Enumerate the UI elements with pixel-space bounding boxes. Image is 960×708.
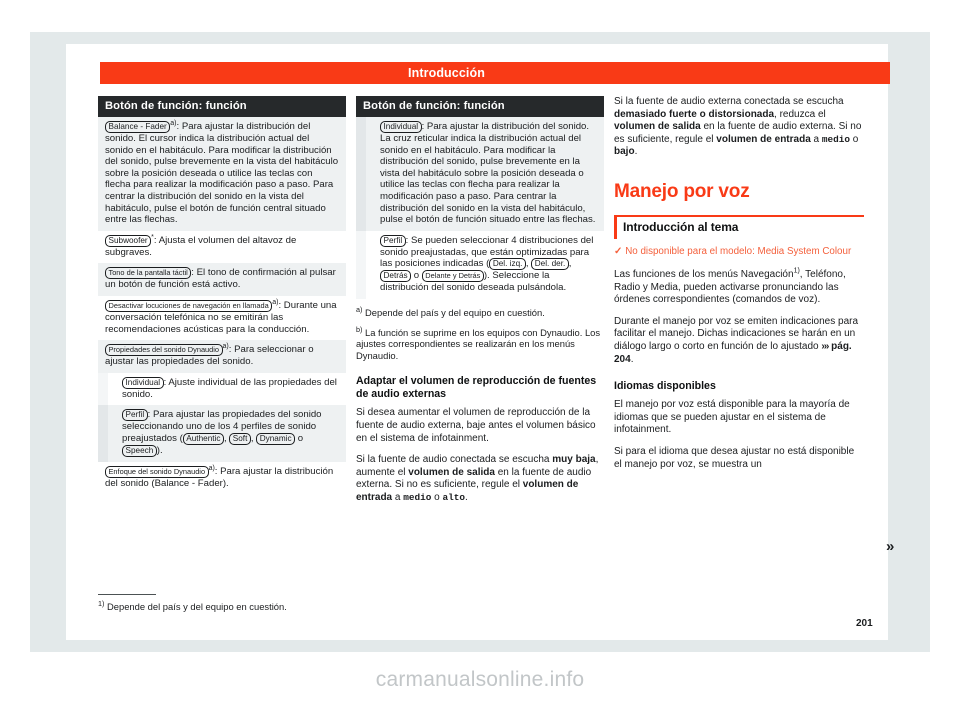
row-text: : Para ajustar la distribución del sonido. El cursor indica la distribución actual del sonido en el habitáculo. Para modificar la distribución del sonido, pulse brevemente en la vista del habitáculo sobre la posición deseada o utilice las teclas con flecha para realizar la modificación paso a paso. Para centrar la distribución del sonido en la vista del habitáculo, pulse el botón de función central situado entre las flechas. <box>105 121 339 226</box>
footnote-reference: 1) <box>793 267 800 275</box>
paragraph: Si para el idioma que desea ajustar no está disponible el manejo por voz, se muestra un <box>614 445 855 470</box>
text-run: Si la fuente de audio conectada se escucha <box>356 454 553 466</box>
footnote-entry <box>356 324 604 362</box>
paragraph: El manejo por voz está disponible para la mayoría de idiomas que se pueden ajustar en el sistema de infotainment. <box>614 399 850 436</box>
paragraph <box>356 454 604 504</box>
footnote-marker: a) <box>356 304 363 314</box>
subsection-heading: Idiomas disponibles <box>614 380 716 393</box>
table-row <box>98 340 346 373</box>
table-row <box>98 405 346 462</box>
footnote-reference: * <box>151 233 154 241</box>
function-button-table-1 <box>98 96 346 495</box>
text-run: o <box>431 491 443 503</box>
table-row <box>98 373 346 406</box>
row-text: : Para ajustar la distribución del sonido. La cruz reticular indica la distribución actual del sonido en el habitáculo. Para modificar la distribución del sonido, pulse brevemente en la vista del habitáculo sobre la posición deseada o utilice las teclas con flecha para realizar la modificación paso a paso. Para centrar la distribución del sonido en la vista del habitáculo, pulse el botón de función situado entre las flechas. <box>380 121 596 226</box>
topic-heading-text: Introducción al tema <box>623 219 739 234</box>
function-button-key[interactable]: Delante y Detrás <box>422 270 484 282</box>
table-row <box>98 296 346 340</box>
row-text: : Ajuste individual de las propiedades del sonido. <box>122 376 337 400</box>
function-button-key[interactable]: Individual <box>380 121 422 133</box>
page-reference-arrow-icon[interactable]: ››› <box>821 340 829 352</box>
function-button-key[interactable]: Dynamic <box>256 433 295 445</box>
footnote-body: La función se suprime en los equipos con Dynaudio. Los ajustes correspondientes se realizarán en los menús Dynaudio. <box>356 326 601 361</box>
emphasis: volumen de salida <box>408 466 495 478</box>
table-row <box>98 263 346 296</box>
text-run: . <box>634 146 638 158</box>
text-run: , <box>525 258 532 270</box>
text-run: . <box>465 491 468 503</box>
function-button-key[interactable]: Tono de la pantalla táctil <box>105 267 191 279</box>
text-run: a <box>392 491 404 503</box>
table-footnotes <box>356 304 604 361</box>
value-token: medio <box>403 491 432 503</box>
function-button-key[interactable]: Balance - Fader <box>105 121 170 133</box>
row-text: ). Seleccione la distribución del sonido deseada pulsándola. <box>380 270 567 294</box>
function-button-key[interactable]: Perfil <box>122 409 148 421</box>
text-run: . <box>630 353 634 365</box>
continuation-arrow-icon: » <box>886 538 893 555</box>
chapter-title: Manejo por voz <box>614 180 750 202</box>
paragraph <box>614 316 864 366</box>
value-token: alto <box>442 491 466 503</box>
footnote-body: Depende del país y del equipo en cuestión. <box>362 306 545 318</box>
function-button-key[interactable]: Subwoofer <box>105 235 151 247</box>
text-run: , Teléfono, Radio y Media, pueden activarse pronunciando las órdenes correspondientes (comandos de voz). <box>614 268 846 306</box>
table-row <box>98 231 346 264</box>
emphasis: bajo <box>614 146 635 158</box>
footnote-entry <box>356 304 604 319</box>
footnote-body: Depende del país y del equipo en cuestión. <box>107 601 287 612</box>
paragraph <box>614 96 864 159</box>
row-text: : Para ajustar la distribución del sonido (Balance - Fader). <box>105 465 334 489</box>
check-icon: ✓ <box>614 245 623 257</box>
function-button-key[interactable]: Speech <box>122 445 157 457</box>
row-text: : Ajusta el volumen del altavoz de subgraves. <box>105 234 297 258</box>
table-body <box>356 117 604 299</box>
row-text: : Durante una conversación telefónica no se emitirán las recomendaciones acústicas para la conducción. <box>105 299 337 335</box>
applicability-text: No disponible para el modelo: Media System Colour <box>625 245 852 257</box>
watermark: carmanualsonline.info <box>375 668 585 691</box>
emphasis: demasiado fuerte o distorsionada <box>614 108 775 120</box>
page-footnote <box>98 594 348 613</box>
table-body <box>98 117 346 495</box>
value-token: medio <box>821 133 851 145</box>
table-row <box>98 117 346 231</box>
row-text: : Para seleccionar o ajustar las propiedades del sonido. <box>105 344 314 368</box>
page-number: 201 <box>856 618 873 629</box>
emphasis: volumen de entrada <box>356 479 579 503</box>
chapter-header-title: Introducción <box>408 66 485 80</box>
row-text: : El tono de confirmación al pulsar un botón de función está activo. <box>105 267 336 291</box>
column-3 <box>614 96 864 480</box>
footnote-reference: a) <box>222 342 229 350</box>
applicability-note <box>614 246 864 258</box>
function-button-key[interactable]: Del. izq. <box>489 258 526 270</box>
subsection-heading: Adaptar el volumen de reproducción de fuentes de audio externas <box>356 375 597 401</box>
footnote-separator <box>98 594 156 595</box>
row-text: : Se pueden seleccionar 4 distribuciones del sonido preajustadas, que están optimizadas para las posiciones indicadas ( <box>380 234 594 270</box>
function-button-key[interactable]: Propiedades del sonido Dynaudio <box>105 344 223 356</box>
footnote-reference: a) <box>272 298 279 306</box>
row-text: ). <box>156 444 163 456</box>
row-text: : Para ajustar las propiedades del sonido seleccionando uno de los 4 perfiles de sonido preajustados ( <box>122 409 322 444</box>
footnote-marker: b) <box>356 324 363 334</box>
text-run: , <box>568 258 572 270</box>
text-run: , reduzca el <box>774 108 826 120</box>
page-reference-link[interactable]: pág. 204 <box>614 340 852 365</box>
function-button-key[interactable]: Soft <box>229 433 251 445</box>
table-header-cell: Botón de función: función <box>356 96 604 117</box>
function-button-key[interactable]: Perfil <box>380 235 406 247</box>
paragraph: Si desea aumentar el volumen de reproducción de la fuente de audio externa, baje antes el volumen básico en el sistema de infotainment. <box>356 407 596 444</box>
emphasis: volumen de entrada <box>716 133 811 145</box>
function-button-table-2 <box>356 96 604 299</box>
table-row <box>356 231 604 299</box>
footnote-marker: 1) <box>98 598 105 608</box>
table-row <box>98 462 346 495</box>
text-run: , aumente el <box>356 454 599 478</box>
text-run: o <box>850 133 859 145</box>
footnote-reference: a) <box>170 119 177 127</box>
table-row <box>356 117 604 231</box>
function-button-key[interactable]: Detrás <box>380 270 411 282</box>
text-run: Si la fuente de audio externa conectada se escucha <box>614 96 844 107</box>
function-button-key[interactable]: Desactivar locuciones de navegación en llamada <box>105 300 272 312</box>
function-button-key[interactable]: Individual <box>122 377 164 389</box>
text-run: Durante el manejo por voz se emiten indicaciones para facilitar el manejo. Dichas indicaciones se harán en un diálogo largo o corto en función de lo ajustado <box>614 315 859 352</box>
function-button-key[interactable]: Del. der. <box>531 258 569 270</box>
topic-heading-block <box>614 215 864 239</box>
footnote-text <box>98 598 348 613</box>
paragraph <box>614 269 864 307</box>
emphasis: volumen de salida <box>614 121 701 133</box>
function-button-key[interactable]: Enfoque del sonido Dynaudio <box>105 466 209 478</box>
text-run: Las funciones de los menús Navegación <box>614 268 794 280</box>
text-run: o <box>411 270 422 282</box>
text-run: a <box>810 133 822 145</box>
text-run: , <box>223 432 230 444</box>
text-run: o <box>295 432 304 444</box>
text-run: , <box>250 432 257 444</box>
emphasis: muy baja <box>552 454 596 466</box>
footnote-reference: a) <box>208 464 215 472</box>
column-2 <box>356 96 604 513</box>
column-1 <box>98 96 346 495</box>
table-header-cell: Botón de función: función <box>98 96 346 117</box>
text-run: en la fuente de audio externa. Si no es suficiente, regule el <box>356 466 592 491</box>
text-run: en la fuente de audio externa. Si no es suficiente, regule el <box>614 121 862 145</box>
function-button-key[interactable]: Authentic <box>183 433 224 445</box>
